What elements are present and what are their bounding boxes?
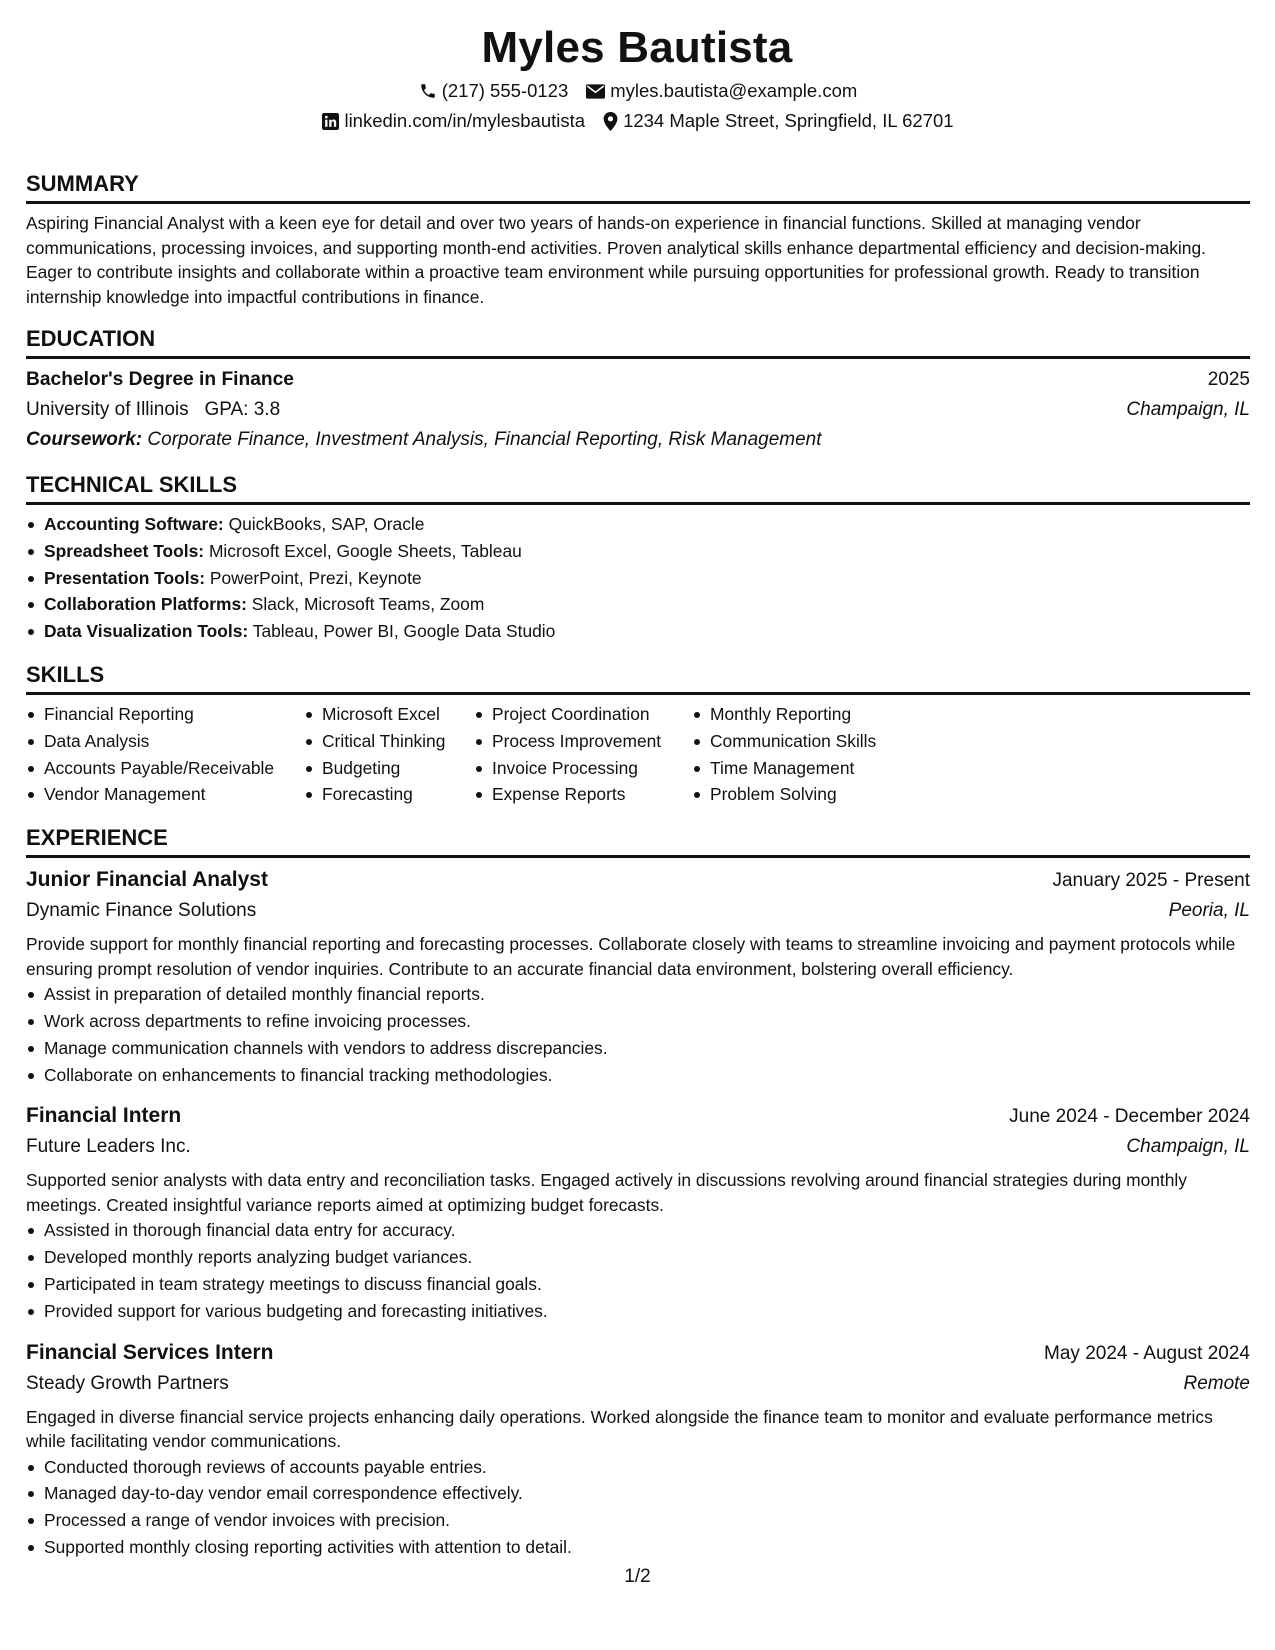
list-item: Project Coordination	[474, 701, 692, 728]
list-item: Data Analysis	[26, 728, 304, 755]
list-item: Presentation Tools: PowerPoint, Prezi, Keynote	[26, 565, 1250, 592]
list-item: Manage communication channels with vendors to address discrepancies.	[26, 1035, 1250, 1062]
linkedin-contact	[322, 106, 585, 136]
list-item: Budgeting	[304, 755, 474, 782]
list-item: Data Visualization Tools: Tableau, Power BI, Google Data Studio	[26, 618, 1250, 645]
list-item: Participated in team strategy meetings to discuss financial goals.	[26, 1271, 1250, 1298]
phone-icon	[419, 82, 437, 100]
list-item: Developed monthly reports analyzing budget variances.	[26, 1244, 1250, 1271]
job-dates: June 2024 - December 2024	[1009, 1106, 1250, 1128]
list-item: Work across departments to refine invoicing processes.	[26, 1008, 1250, 1035]
company-name: Dynamic Finance Solutions	[26, 900, 257, 922]
school-location: Champaign, IL	[1126, 399, 1250, 420]
list-item: Supported monthly closing reporting activities with attention to detail.	[26, 1534, 1250, 1561]
list-item: Time Management	[692, 755, 932, 782]
list-item: Collaboration Platforms: Slack, Microsoft Teams, Zoom	[26, 591, 1250, 618]
linkedin-url[interactable]: linkedin.com/in/mylesbautista	[344, 110, 586, 131]
education-degree-row	[26, 365, 1250, 395]
education-heading: EDUCATION	[26, 325, 1250, 359]
contact-line-1	[26, 76, 1250, 106]
job-bullets	[26, 1217, 1250, 1324]
list-item: Provided support for various budgeting and forecasting initiatives.	[26, 1298, 1250, 1325]
contact-line-2	[26, 106, 1250, 136]
job-bullets	[26, 1454, 1250, 1561]
job-description: Provide support for monthly financial reporting and forecasting processes. Collaborate closely with teams to streamline invoicing and payment protocols while ensuring prompt resolution of vendor inquiries. Contribute to an accurate financial data environment, bolstering overall efficiency.	[26, 934, 1236, 979]
job-dates: January 2025 - Present	[1052, 870, 1250, 892]
list-item: Accounts Payable/Receivable	[26, 755, 304, 782]
school-info	[26, 395, 280, 425]
list-item: Financial Reporting	[26, 701, 304, 728]
job-location: Champaign, IL	[1126, 1136, 1250, 1158]
list-item: Vendor Management	[26, 781, 304, 808]
job-header	[26, 864, 1250, 896]
skills-grid	[26, 701, 1250, 808]
list-item: Communication Skills	[692, 728, 932, 755]
education-school-row	[26, 395, 1250, 425]
coursework-list: Corporate Finance, Investment Analysis, Financial Reporting, Risk Management	[147, 429, 822, 450]
job-location: Peoria, IL	[1168, 900, 1250, 922]
list-item: Process Improvement	[474, 728, 692, 755]
summary-text: Aspiring Financial Analyst with a keen eye for detail and over two years of hands-on experience in financial functions. Skilled at managing vendor communications, processing invoices, and supporting month-end activities. Proven analytical skills enhance departmental efficiency and decision-making. Eager to contribute insights and collaborate within a proactive team environment while pursuing opportunities for professional growth. Ready to transition internship knowledge into impactful contributions in finance.	[26, 213, 1206, 307]
list-item: Invoice Processing	[474, 755, 692, 782]
technical-skills-list	[26, 511, 1250, 645]
coursework-line	[26, 425, 1250, 455]
skills-column-4	[692, 701, 932, 808]
list-item: Monthly Reporting	[692, 701, 932, 728]
graduation-year: 2025	[1207, 369, 1250, 390]
list-item: Assist in preparation of detailed monthly financial reports.	[26, 981, 1250, 1008]
list-item: Managed day-to-day vendor email correspondence effectively.	[26, 1480, 1250, 1507]
page-number: 1/2	[624, 1566, 651, 1587]
gpa: GPA: 3.8	[204, 399, 281, 420]
summary-heading: SUMMARY	[26, 170, 1250, 204]
candidate-name: Myles Bautista	[481, 23, 793, 72]
skills-column-2	[304, 701, 474, 808]
list-item: Microsoft Excel	[304, 701, 474, 728]
company-name: Future Leaders Inc.	[26, 1136, 191, 1158]
linkedin-icon	[322, 113, 339, 130]
job-header	[26, 1100, 1250, 1132]
skills-column-3	[474, 701, 692, 808]
job-title: Financial Services Intern	[26, 1340, 274, 1364]
list-item: Expense Reports	[474, 781, 692, 808]
list-item: Critical Thinking	[304, 728, 474, 755]
email-address[interactable]: myles.bautista@example.com	[610, 80, 858, 101]
job-header	[26, 1337, 1250, 1369]
job-title: Junior Financial Analyst	[26, 868, 268, 892]
job-location: Remote	[1183, 1372, 1250, 1394]
list-item: Conducted thorough reviews of accounts payable entries.	[26, 1454, 1250, 1481]
company-name: Steady Growth Partners	[26, 1372, 229, 1394]
phone-contact	[419, 76, 569, 106]
list-item: Collaborate on enhancements to financial tracking methodologies.	[26, 1062, 1250, 1089]
list-item: Accounting Software: QuickBooks, SAP, Oracle	[26, 511, 1250, 538]
degree-name: Bachelor's Degree in Finance	[26, 369, 294, 390]
coursework-label: Coursework:	[26, 429, 143, 450]
job-entry	[26, 1100, 1250, 1324]
school-name: University of Illinois	[26, 399, 189, 420]
job-company-row	[26, 896, 1250, 926]
envelope-icon	[586, 84, 605, 99]
job-description: Engaged in diverse financial service projects enhancing daily operations. Worked alongside the finance team to monitor and evaluate performance metrics while facilitating vendor communications.	[26, 1406, 1213, 1452]
list-item: Assisted in thorough financial data entry for accuracy.	[26, 1217, 1250, 1244]
job-company-row	[26, 1132, 1250, 1162]
address-text: 1234 Maple Street, Springfield, IL 62701	[623, 110, 954, 131]
experience-heading: EXPERIENCE	[26, 824, 1250, 858]
skills-column-1	[26, 701, 304, 808]
technical-skills-heading: TECHNICAL SKILLS	[26, 471, 1250, 505]
resume-page	[26, 20, 1250, 1561]
job-title: Financial Intern	[26, 1104, 182, 1128]
job-description: Supported senior analysts with data entry and reconciliation tasks. Engaged actively in discussions revolving around financial strategies during monthly meetings. Created insightful variance reports aimed at optimizing budget forecasts.	[26, 1170, 1187, 1215]
job-entry	[26, 1337, 1250, 1561]
list-item: Processed a range of vendor invoices with precision.	[26, 1507, 1250, 1534]
job-company-row	[26, 1369, 1250, 1399]
list-item: Problem Solving	[692, 781, 932, 808]
list-item: Forecasting	[304, 781, 474, 808]
job-entry	[26, 864, 1250, 1088]
job-bullets	[26, 981, 1250, 1088]
phone-number: (217) 555-0123	[441, 80, 569, 101]
list-item: Spreadsheet Tools: Microsoft Excel, Google Sheets, Tableau	[26, 538, 1250, 565]
email-contact	[586, 76, 857, 106]
address-contact	[603, 106, 953, 136]
map-pin-icon	[603, 112, 618, 131]
skills-heading: SKILLS	[26, 661, 1250, 695]
job-dates: May 2024 - August 2024	[1044, 1342, 1250, 1364]
